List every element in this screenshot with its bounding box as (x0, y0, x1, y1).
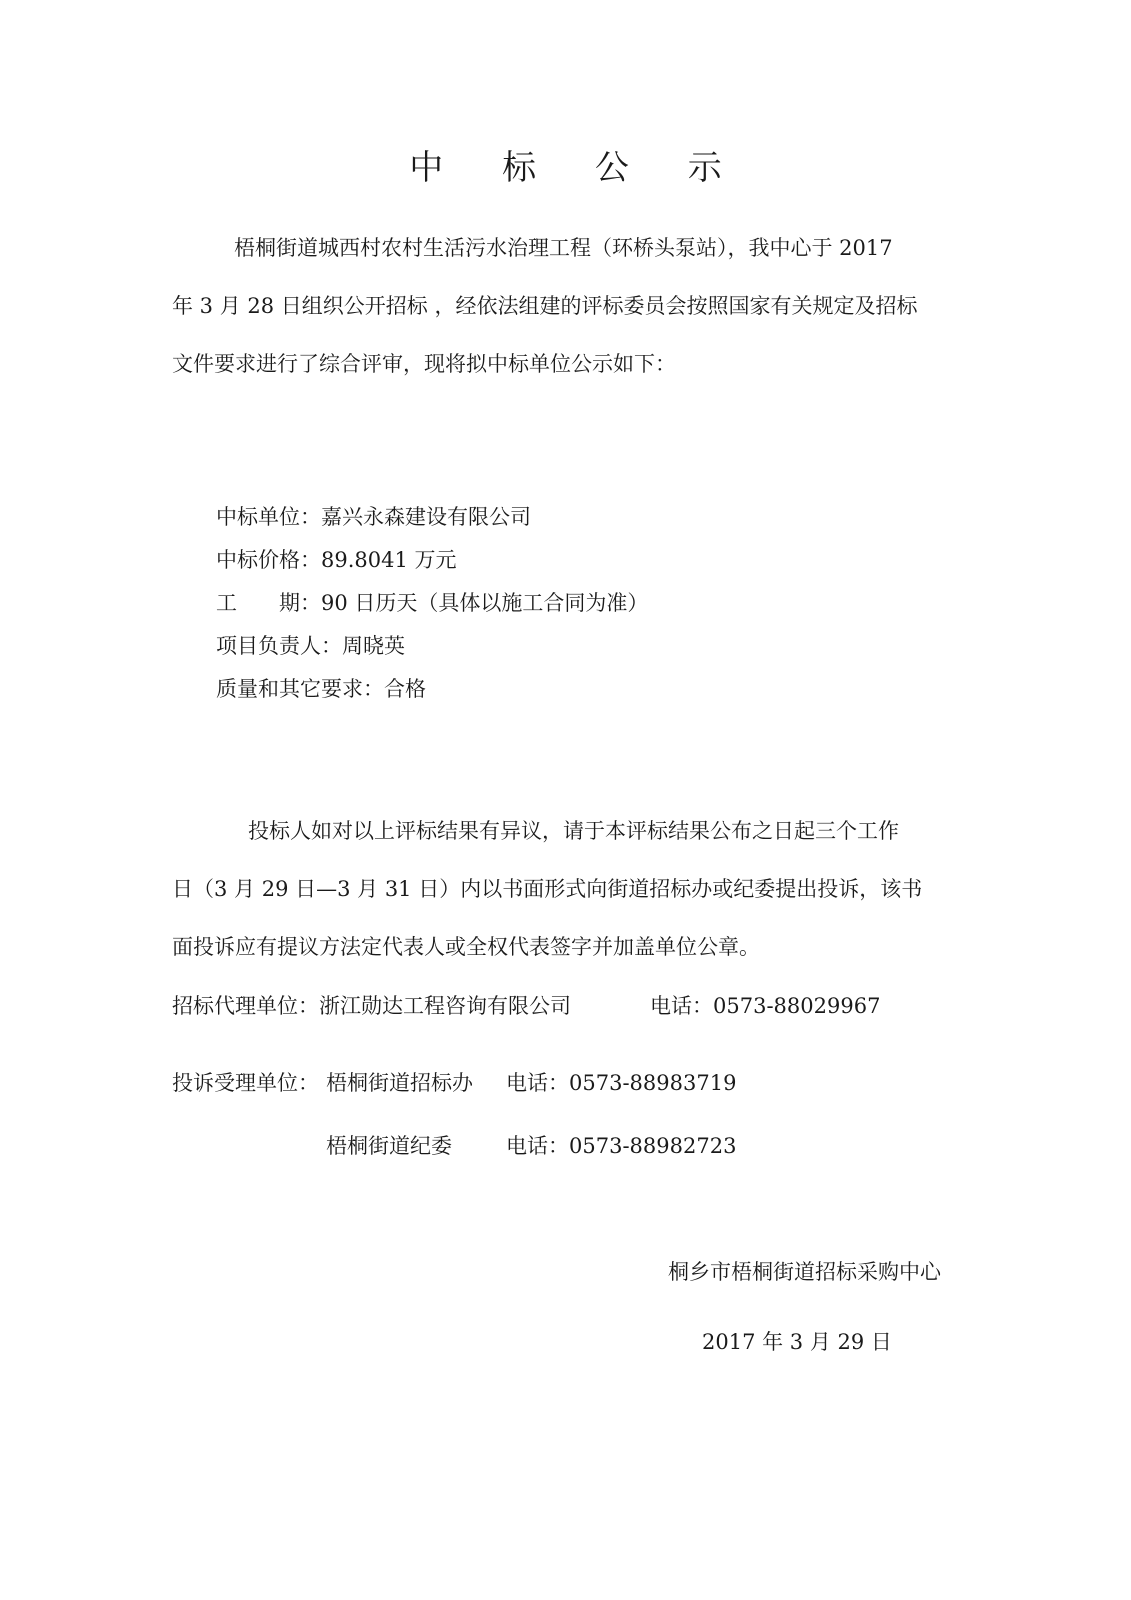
objection-line-2: 日（3 月 29 日—3 月 31 日）内以书面形式向街道招标办或纪委提出投诉，该书 (172, 877, 923, 901)
intro-line-2: 年 3 月 28 日组织公开招标 ，经依法组建的评标委员会按照国家有关规定及招标 (172, 294, 918, 318)
award-price: 中标价格：89.8041 万元 (216, 548, 457, 572)
award-details (216, 496, 648, 711)
agency-phone: 电话：0573-88029967 (650, 994, 881, 1018)
objection-line-3: 面投诉应有提议方法定代表人或全权代表签字并加盖单位公章。 (172, 935, 760, 959)
complaint-phone-2: 电话：0573-88982723 (506, 1134, 737, 1158)
complaint-phone-1: 电话：0573-88983719 (506, 1071, 737, 1095)
award-duration: 工 期：90 日历天（具体以施工合同为准） (216, 591, 649, 615)
objection-paragraph (172, 802, 962, 976)
award-quality: 质量和其它要求：合格 (216, 677, 426, 701)
complaint-contact-1 (172, 1067, 737, 1097)
page-title: 中 标 公 示 (409, 148, 746, 188)
agency-name: 招标代理单位：浙江勋达工程咨询有限公司 (172, 994, 571, 1018)
agency-contact (172, 990, 881, 1020)
award-winner: 中标单位：嘉兴永森建设有限公司 (216, 505, 531, 529)
objection-line-1: 投标人如对以上评标结果有异议，请于本评标结果公布之日起三个工作 (248, 819, 899, 843)
award-manager: 项目负责人：周晓英 (216, 634, 405, 658)
complaint-unit-2: 梧桐街道纪委 (326, 1134, 452, 1158)
intro-line-3: 文件要求进行了综合评审，现将拟中标单位公示如下： (172, 352, 676, 376)
issuer-signature: 桐乡市梧桐街道招标采购中心 (668, 1260, 941, 1284)
complaint-unit-1: 梧桐街道招标办 (326, 1071, 473, 1095)
complaint-label: 投诉受理单位： (172, 1071, 319, 1095)
intro-paragraph (172, 219, 962, 393)
intro-line-1: 梧桐街道城西村农村生活污水治理工程（环桥头泵站），我中心于 2017 (234, 236, 893, 260)
issue-date: 2017 年 3 月 29 日 (702, 1330, 892, 1354)
